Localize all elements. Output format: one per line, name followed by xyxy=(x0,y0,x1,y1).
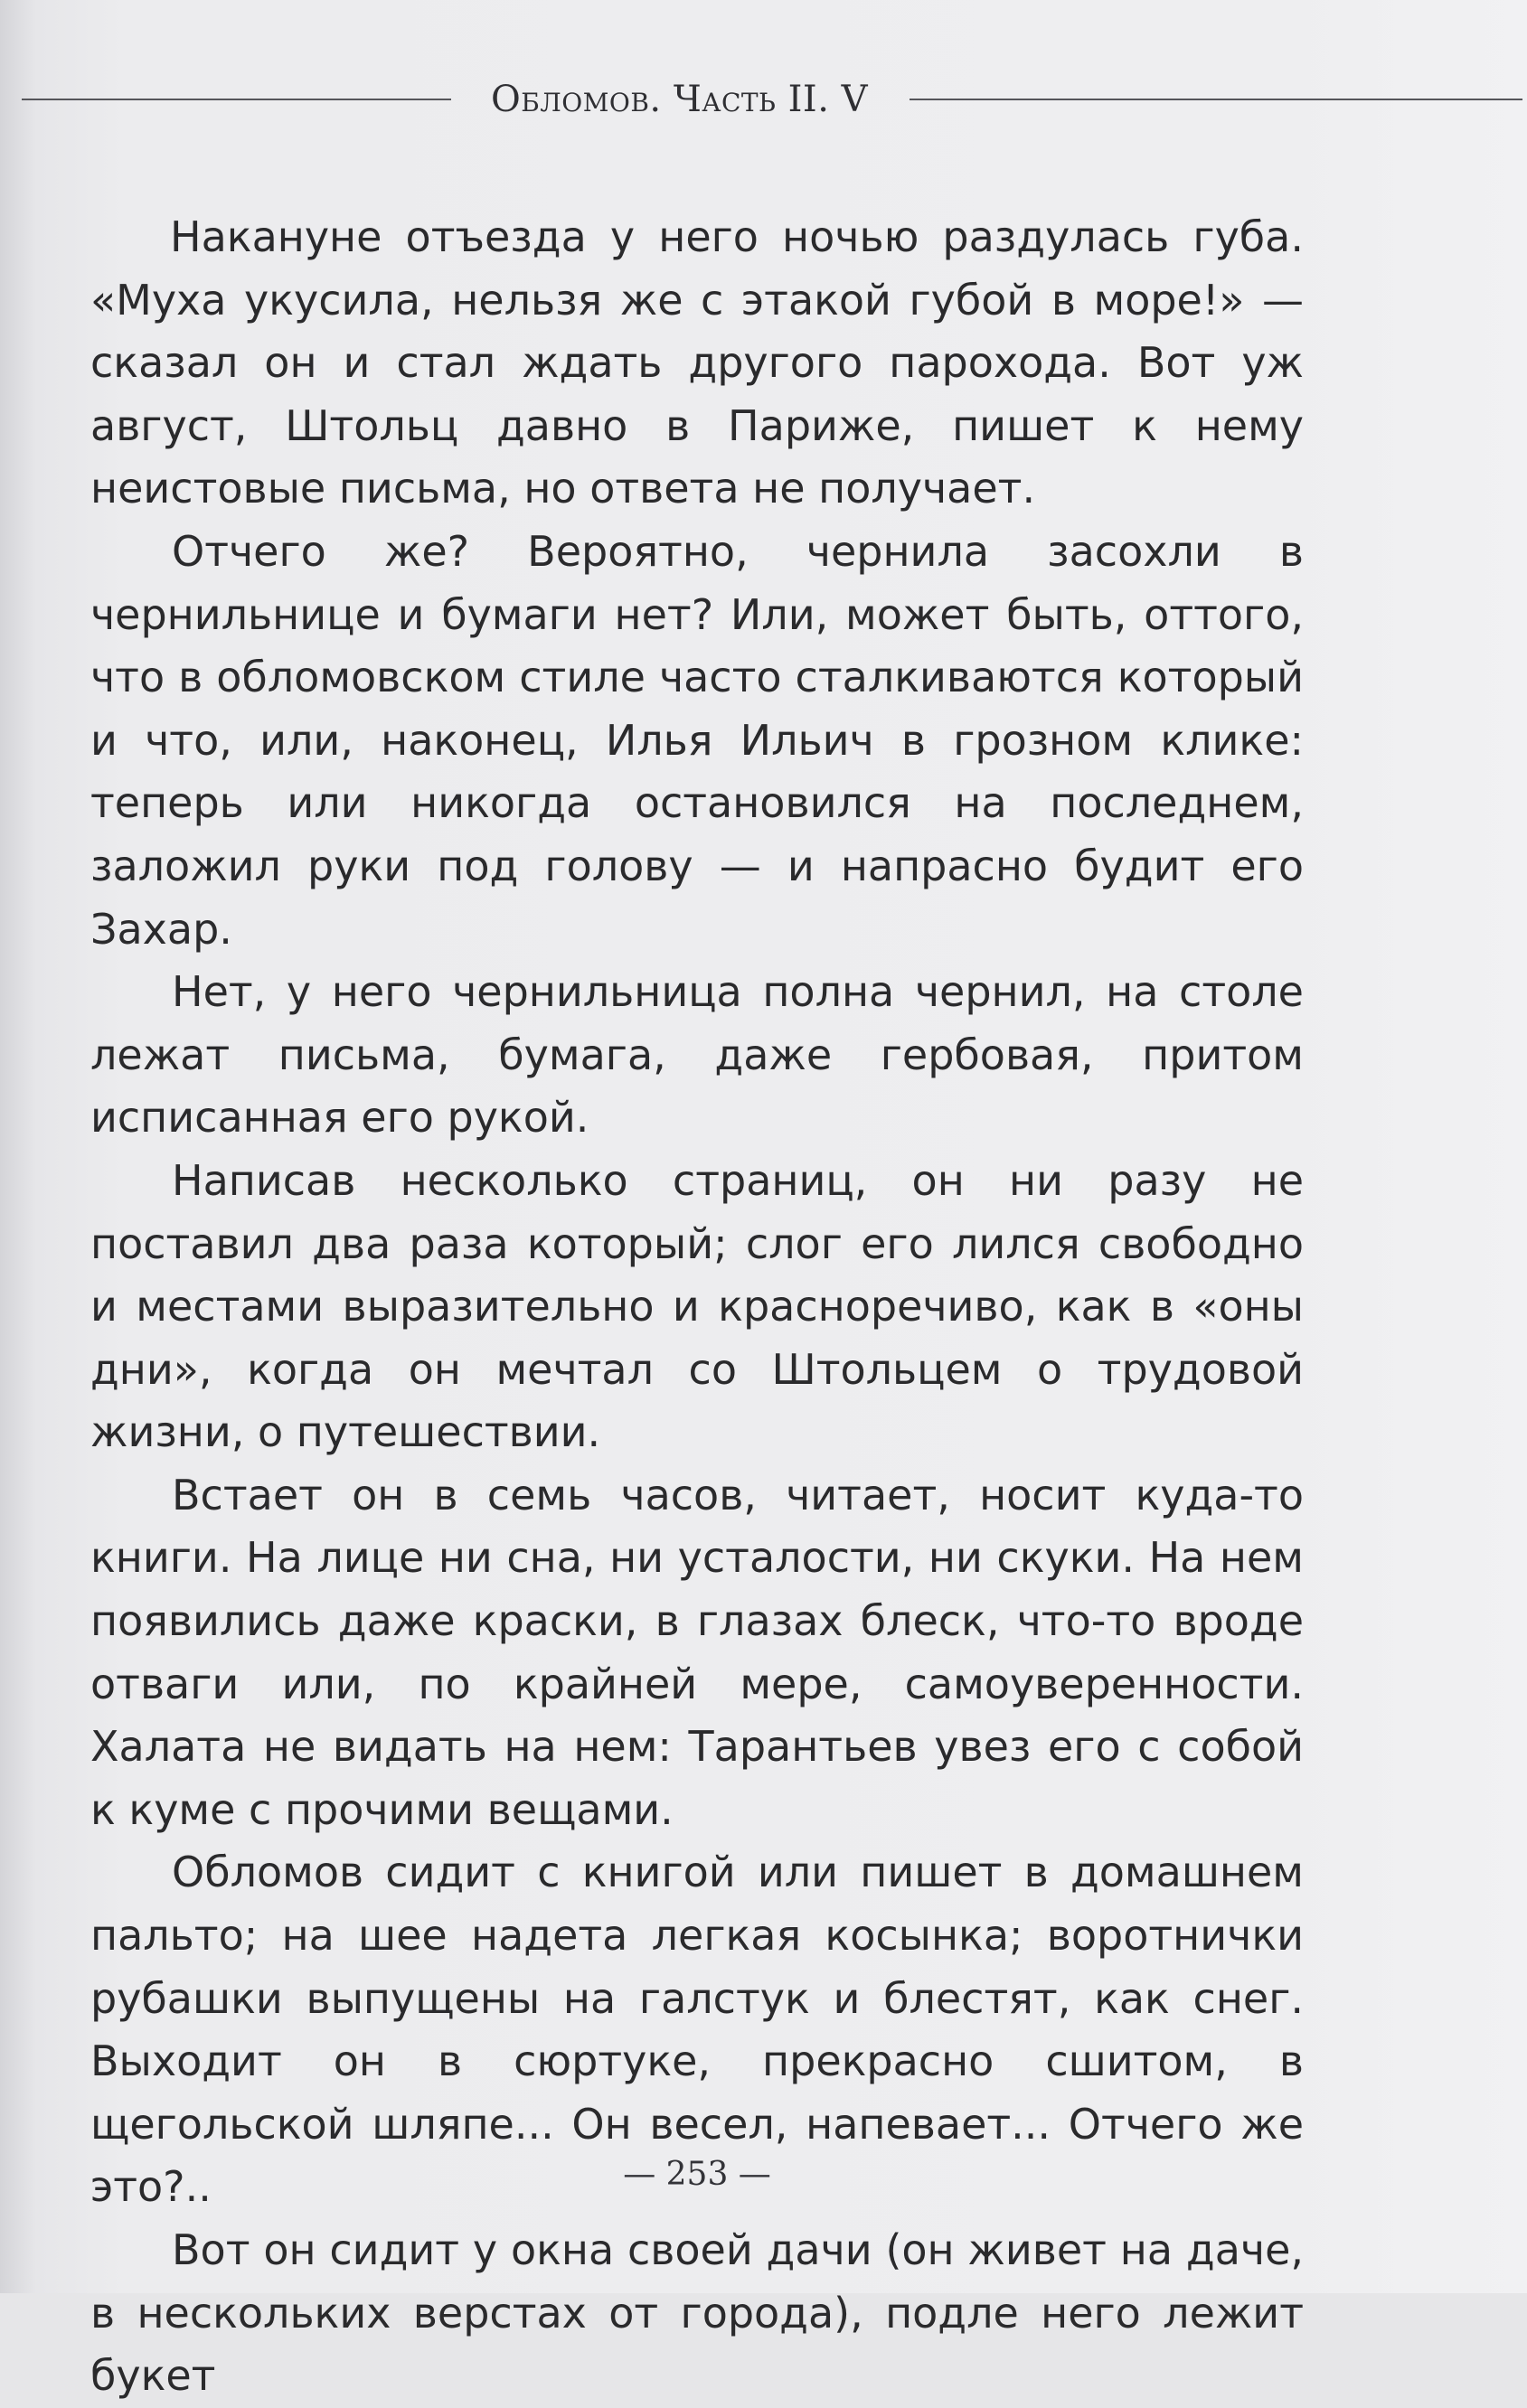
page-number: — 253 — xyxy=(623,2156,771,2193)
body-text xyxy=(90,206,1304,2408)
paragraph-5: Встает он в семь часов, читает, носит куда-то книги. На лице ни сна, ни усталости, ни скуки. На нем появились даже краски, в глазах блеск, что-то вроде отваги или, по крайней мере, самоуверенности. Халата не видать на нем: Тарантьев увез его с собой к куме с прочими вещами. xyxy=(90,1470,1304,1834)
paragraph-6: Обломов сидит с книгой или пишет в домашнем пальто; на шее надета легкая косынка; воротнички рубашки выпущены на галстук и блестят, как снег. Выходит он в сюртуке, прекрасно сшитом, в щегольской шляпе... Он весел, напевает... Отчего же это?.. xyxy=(90,1848,1304,2212)
running-header-title: Обломов. Часть II. V xyxy=(491,79,869,120)
paragraph-2: Отчего же? Вероятно, чернила засохли в чернильнице и бумаги нет? Или, может быть, оттого, что в обломовском стиле часто сталкиваются который и что, или, наконец, Илья Ильич в грозном клике: теперь или никогда остановился на последнем, заложил руки под голову — и напрасно будит его Захар. xyxy=(90,526,1304,954)
header-rule-left xyxy=(22,99,451,100)
paragraph-7: Вот он сидит у окна своей дачи (он живет на даче, в нескольких верстах от города), подле него лежит букет xyxy=(90,2225,1304,2401)
paragraph-3: Нет, у него чернильница полна чернил, на столе лежат письма, бумага, даже гербовая, притом исписанная его рукой. xyxy=(90,967,1304,1143)
running-header xyxy=(22,72,1522,127)
paragraph-1: Накануне отъезда у него ночью раздулась губа. «Муха укусила, нельзя же с этакой губой в море!» — сказал он и стал ждать другого парохода. Вот уж август, Штольц давно в Париже, пишет к нему неистовые письма, но ответа не получает. xyxy=(90,212,1304,513)
paragraph-4: Написав несколько страниц, он ни разу не поставил два раза который; слог его лился свободно и местами выразительно и красноречиво, как в «оны дни», когда он мечтал со Штольцем о трудовой жизни, о путешествии. xyxy=(90,1155,1304,1457)
header-rule-right xyxy=(910,99,1522,100)
